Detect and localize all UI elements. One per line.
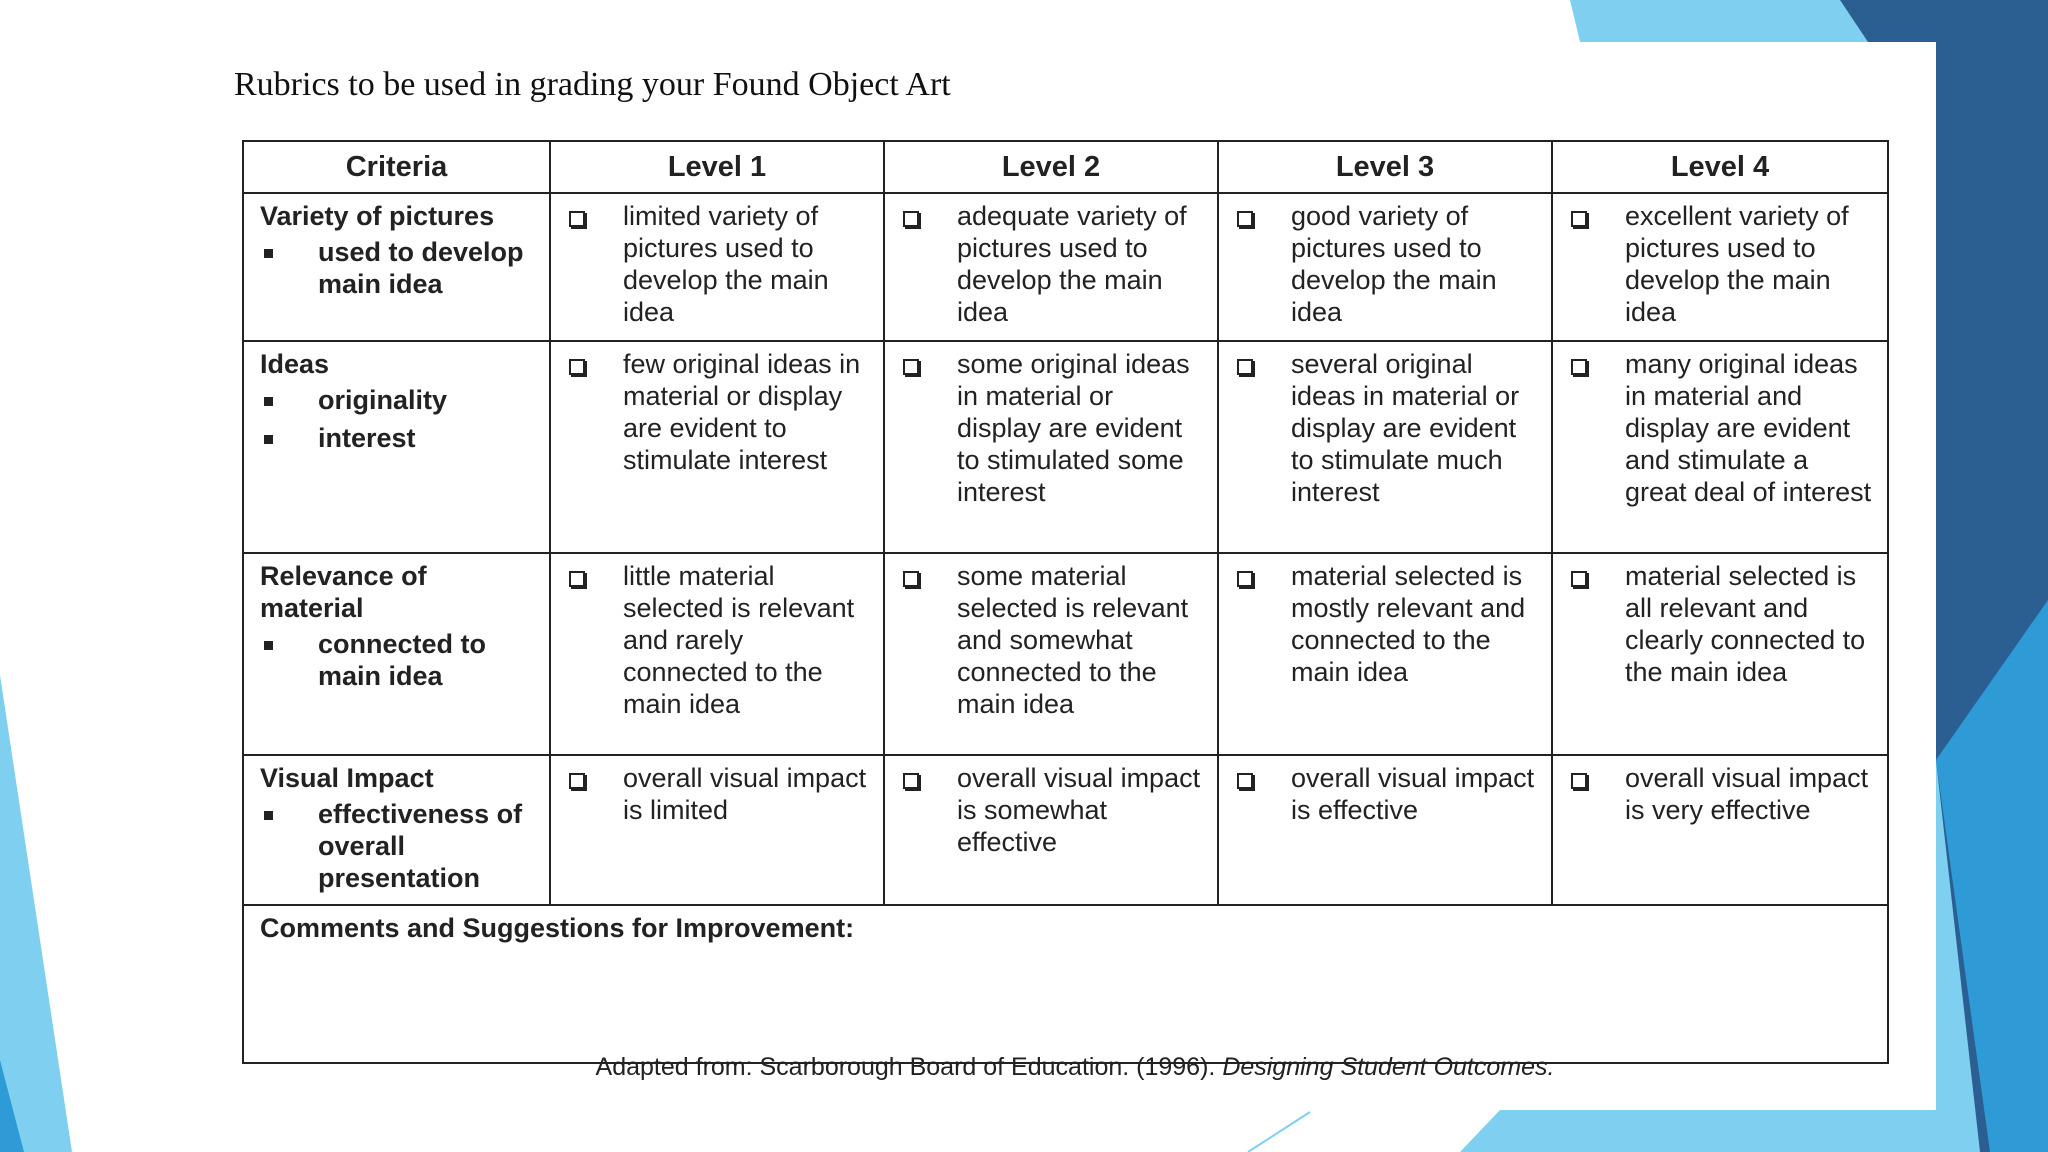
square-bullet-icon bbox=[264, 249, 273, 258]
checkbox-icon[interactable] bbox=[903, 359, 919, 375]
criteria-title: Visual Impact bbox=[260, 763, 434, 793]
criteria-title: Variety of pictures bbox=[260, 201, 495, 231]
criteria-subitem bbox=[260, 628, 535, 692]
rubric-table bbox=[242, 140, 1889, 1064]
criteria-cell bbox=[243, 341, 550, 553]
level-description: overall visual impact is somewhat effective bbox=[957, 763, 1201, 857]
level-4-cell bbox=[1552, 193, 1888, 341]
criteria-cell bbox=[243, 755, 550, 905]
criteria-subitem bbox=[260, 384, 535, 416]
square-bullet-icon bbox=[264, 641, 273, 650]
level-4-cell bbox=[1552, 755, 1888, 905]
criteria-subitem-text: connected to main idea bbox=[318, 629, 487, 691]
level-1-cell bbox=[550, 553, 884, 755]
criteria-subitem-text: used to develop main idea bbox=[318, 237, 524, 299]
criteria-title: Ideas bbox=[260, 349, 330, 379]
rubric-row bbox=[243, 341, 1888, 553]
criteria-subitems bbox=[260, 798, 535, 894]
source-work-title: Designing Student Outcomes. bbox=[1222, 1053, 1555, 1081]
criteria-subitem-text: interest bbox=[318, 423, 416, 453]
level-4-cell bbox=[1552, 553, 1888, 755]
level-2-cell bbox=[884, 193, 1218, 341]
checkbox-icon[interactable] bbox=[569, 359, 585, 375]
source-prefix: Adapted from: Scarborough Board of Education. (1996). bbox=[595, 1053, 1223, 1081]
criteria-subitem bbox=[260, 798, 535, 894]
level-description: material selected is all relevant and clearly connected to the main idea bbox=[1625, 561, 1866, 687]
square-bullet-icon bbox=[264, 397, 273, 406]
criteria-subitems bbox=[260, 628, 535, 692]
header-level-3: Level 3 bbox=[1218, 141, 1552, 193]
level-1-cell bbox=[550, 193, 884, 341]
criteria-subitem-text: effectiveness of overall presentation bbox=[318, 799, 523, 893]
criteria-cell bbox=[243, 193, 550, 341]
source-citation bbox=[0, 1053, 2048, 1082]
level-1-cell bbox=[550, 755, 884, 905]
checkbox-icon[interactable] bbox=[1571, 773, 1587, 789]
checkbox-icon[interactable] bbox=[1571, 359, 1587, 375]
level-description: overall visual impact is very effective bbox=[1625, 763, 1869, 825]
slide-title: Rubrics to be used in grading your Found Object Art bbox=[234, 66, 951, 103]
header-level-1: Level 1 bbox=[550, 141, 884, 193]
level-description: overall visual impact is effective bbox=[1291, 763, 1535, 825]
rubric-row bbox=[243, 553, 1888, 755]
level-2-cell bbox=[884, 755, 1218, 905]
checkbox-icon[interactable] bbox=[1237, 773, 1253, 789]
header-criteria: Criteria bbox=[243, 141, 550, 193]
criteria-subitem bbox=[260, 422, 535, 454]
criteria-title: Relevance of material bbox=[260, 561, 427, 623]
header-level-2: Level 2 bbox=[884, 141, 1218, 193]
square-bullet-icon bbox=[264, 811, 273, 820]
criteria-cell bbox=[243, 553, 550, 755]
level-description: material selected is mostly relevant and connected to the main idea bbox=[1291, 561, 1526, 687]
header-level-4: Level 4 bbox=[1552, 141, 1888, 193]
level-description: some material selected is relevant and somewhat connected to the main idea bbox=[957, 561, 1189, 719]
level-description: good variety of pictures used to develop the main idea bbox=[1291, 201, 1497, 327]
level-3-cell bbox=[1218, 341, 1552, 553]
checkbox-icon[interactable] bbox=[903, 571, 919, 587]
checkbox-icon[interactable] bbox=[569, 773, 585, 789]
checkbox-icon[interactable] bbox=[1237, 211, 1253, 227]
checkbox-icon[interactable] bbox=[1237, 571, 1253, 587]
level-description: adequate variety of pictures used to develop the main idea bbox=[957, 201, 1187, 327]
level-3-cell bbox=[1218, 553, 1552, 755]
level-description: many original ideas in material and display are evident and stimulate a great deal of interest bbox=[1625, 349, 1872, 507]
checkbox-icon[interactable] bbox=[569, 211, 585, 227]
level-description: limited variety of pictures used to develop the main idea bbox=[623, 201, 829, 327]
level-1-cell bbox=[550, 341, 884, 553]
level-3-cell bbox=[1218, 193, 1552, 341]
criteria-subitems bbox=[260, 384, 535, 454]
square-bullet-icon bbox=[264, 435, 273, 444]
level-description: few original ideas in material or display are evident to stimulate interest bbox=[623, 349, 861, 475]
level-description: several original ideas in material or display are evident to stimulate much interest bbox=[1291, 349, 1520, 507]
checkbox-icon[interactable] bbox=[1571, 571, 1587, 587]
checkbox-icon[interactable] bbox=[1237, 359, 1253, 375]
level-description: little material selected is relevant and rarely connected to the main idea bbox=[623, 561, 855, 719]
rubric-row bbox=[243, 755, 1888, 905]
comments-row bbox=[243, 905, 1888, 1063]
checkbox-icon[interactable] bbox=[1571, 211, 1587, 227]
criteria-subitem-text: originality bbox=[318, 385, 448, 415]
criteria-subitem bbox=[260, 236, 535, 300]
level-3-cell bbox=[1218, 755, 1552, 905]
level-4-cell bbox=[1552, 341, 1888, 553]
checkbox-icon[interactable] bbox=[903, 773, 919, 789]
level-2-cell bbox=[884, 553, 1218, 755]
checkbox-icon[interactable] bbox=[569, 571, 585, 587]
level-description: overall visual impact is limited bbox=[623, 763, 867, 825]
header-row bbox=[243, 141, 1888, 193]
level-description: excellent variety of pictures used to develop the main idea bbox=[1625, 201, 1849, 327]
criteria-subitems bbox=[260, 236, 535, 300]
rubric-row bbox=[243, 193, 1888, 341]
level-description: some original ideas in material or display are evident to stimulated some interest bbox=[957, 349, 1190, 507]
checkbox-icon[interactable] bbox=[903, 211, 919, 227]
level-2-cell bbox=[884, 341, 1218, 553]
comments-cell[interactable] bbox=[243, 905, 1888, 1063]
comments-label: Comments and Suggestions for Improvement: bbox=[260, 913, 855, 943]
